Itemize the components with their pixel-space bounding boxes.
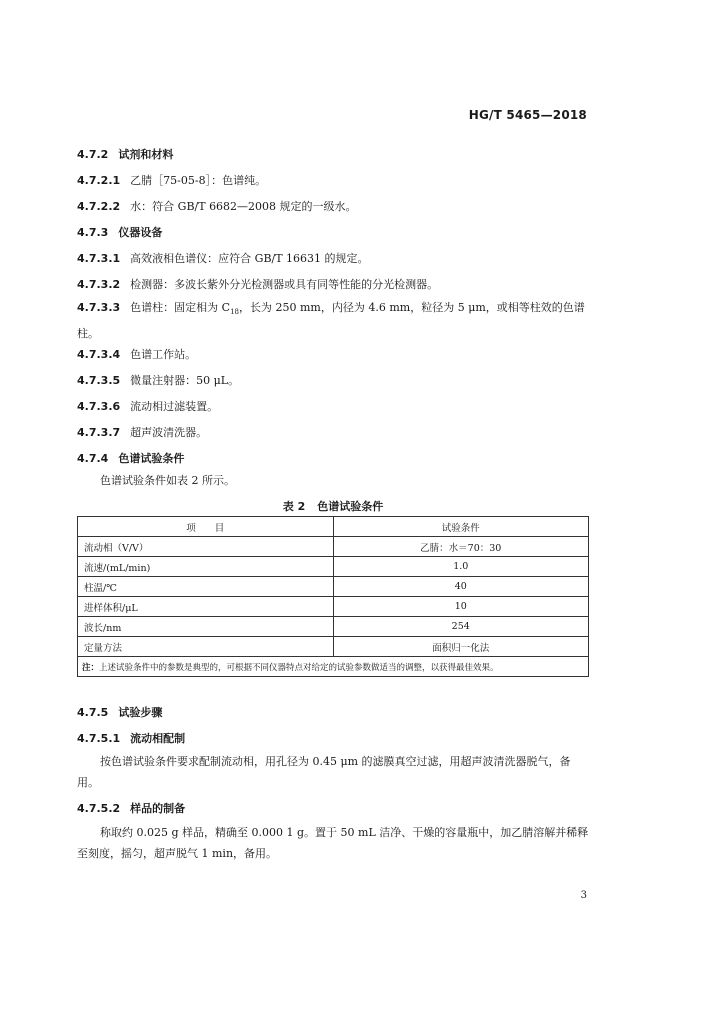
clause-4-7-2-2 <box>77 198 357 214</box>
header-condition: 试验条件 <box>333 517 589 537</box>
cell-item: 柱温/℃ <box>78 577 334 597</box>
header-item: 项 目 <box>78 517 334 537</box>
clause-number: 4.7.2.1 <box>77 174 121 187</box>
table-row <box>78 597 589 617</box>
clause-text: 检测器：多波长紫外分光检测器或具有同等性能的分光检测器。 <box>130 278 439 291</box>
section-4-7-3 <box>77 224 162 240</box>
table-note-row <box>78 657 589 677</box>
table-note <box>78 657 589 677</box>
clause-number: 4.7.3.4 <box>77 348 121 361</box>
clause-number: 4.7.3.6 <box>77 400 121 413</box>
clause-text: 色谱柱：固定相为 C <box>130 301 231 314</box>
section-title: 仪器设备 <box>118 226 163 239</box>
section-title: 色谱试验条件 <box>118 452 185 465</box>
clause-number: 4.7.3.3 <box>77 301 121 314</box>
table-label: 表 2 <box>282 500 306 513</box>
clause-number: 4.7.2.2 <box>77 200 121 213</box>
clause-4-7-3-4 <box>77 346 196 362</box>
section-title: 流动相配制 <box>130 732 186 745</box>
section-number: 4.7.5.2 <box>77 802 121 815</box>
clause-4-7-3-7 <box>77 424 207 440</box>
standard-code: HG/T 5465—2018 <box>468 108 587 122</box>
table-row <box>78 637 589 657</box>
section-number: 4.7.5 <box>77 706 109 719</box>
section-title: 试剂和材料 <box>118 148 174 161</box>
section-title: 试验步骤 <box>118 706 163 719</box>
clause-number: 4.7.3.7 <box>77 426 121 439</box>
clause-text: 乙腈［75-05-8］：色谱纯。 <box>130 174 267 187</box>
clause-number: 4.7.3.5 <box>77 374 121 387</box>
section-4-7-5-2-body: 称取约 0.025 g 样品，精确至 0.000 1 g。置于 50 mL 洁净、干燥的容量瓶中，加乙腈溶解并稀释至刻度，摇匀，超声脱气 1 min，备用。 <box>77 826 589 860</box>
clause-text-cont: ，长为 250 mm，内径为 4.6 mm，粒径为 5 μm，或相等柱效的色谱柱。 <box>77 301 585 341</box>
clause-text: 高效液相色谱仪：应符合 GB/T 16631 的规定。 <box>130 252 369 265</box>
section-4-7-5 <box>77 704 162 720</box>
table-row <box>78 557 589 577</box>
section-title: 样品的制备 <box>130 802 186 815</box>
note-text: 上述试验条件中的参数是典型的，可根据不同仪器特点对给定的试验参数做适当的调整，以获得最佳效果。 <box>99 662 499 673</box>
section-number: 4.7.2 <box>77 148 109 161</box>
section-number: 4.7.5.1 <box>77 732 121 745</box>
subscript: 18 <box>230 308 239 317</box>
clause-4-7-3-3 <box>77 297 589 344</box>
clause-4-7-3-1 <box>77 250 369 266</box>
clause-text: 色谱工作站。 <box>130 348 197 361</box>
cell-value: 面积归一化法 <box>333 637 589 657</box>
cell-item: 波长/nm <box>78 617 334 637</box>
clause-4-7-3-6 <box>77 398 218 414</box>
cell-value: 254 <box>333 617 589 637</box>
clause-4-7-2-1 <box>77 172 266 188</box>
table-caption <box>77 498 589 514</box>
section-number: 4.7.4 <box>77 452 109 465</box>
clause-text: 水：符合 GB/T 6682—2008 规定的一级水。 <box>130 200 357 213</box>
section-number: 4.7.3 <box>77 226 109 239</box>
cell-value: 40 <box>333 577 589 597</box>
note-label: 注： <box>82 662 100 673</box>
section-4-7-5-1 <box>77 730 185 746</box>
table-title: 色谱试验条件 <box>317 500 384 513</box>
clause-number: 4.7.3.2 <box>77 278 121 291</box>
clause-4-7-3-2 <box>77 276 438 292</box>
section-4-7-4 <box>77 450 184 466</box>
page-number: 3 <box>580 890 587 901</box>
clause-text: 微量注射器：50 μL。 <box>130 374 240 387</box>
clause-4-7-3-5 <box>77 372 239 388</box>
table-row <box>78 617 589 637</box>
cell-item: 流动相（V/V） <box>78 537 334 557</box>
table-row <box>78 577 589 597</box>
cell-item: 流速/(mL/min) <box>78 557 334 577</box>
table-header-row <box>78 517 589 537</box>
cell-value: 1.0 <box>333 557 589 577</box>
table-row <box>78 537 589 557</box>
cell-item: 定量方法 <box>78 637 334 657</box>
cell-value: 乙腈：水＝70：30 <box>333 537 589 557</box>
section-4-7-5-1-body: 按色谱试验条件要求配制流动相，用孔径为 0.45 μm 的滤膜真空过滤，用超声波清洗器脱气，备用。 <box>77 755 571 789</box>
conditions-table <box>77 516 589 677</box>
section-4-7-4-body: 色谱试验条件如表 2 所示。 <box>100 474 235 487</box>
cell-value: 10 <box>333 597 589 617</box>
cell-item: 进样体积/μL <box>78 597 334 617</box>
clause-text: 超声波清洗器。 <box>130 426 208 439</box>
section-4-7-5-2 <box>77 800 185 816</box>
clause-text: 流动相过滤装置。 <box>130 400 219 413</box>
section-4-7-2 <box>77 146 173 162</box>
clause-number: 4.7.3.1 <box>77 252 121 265</box>
